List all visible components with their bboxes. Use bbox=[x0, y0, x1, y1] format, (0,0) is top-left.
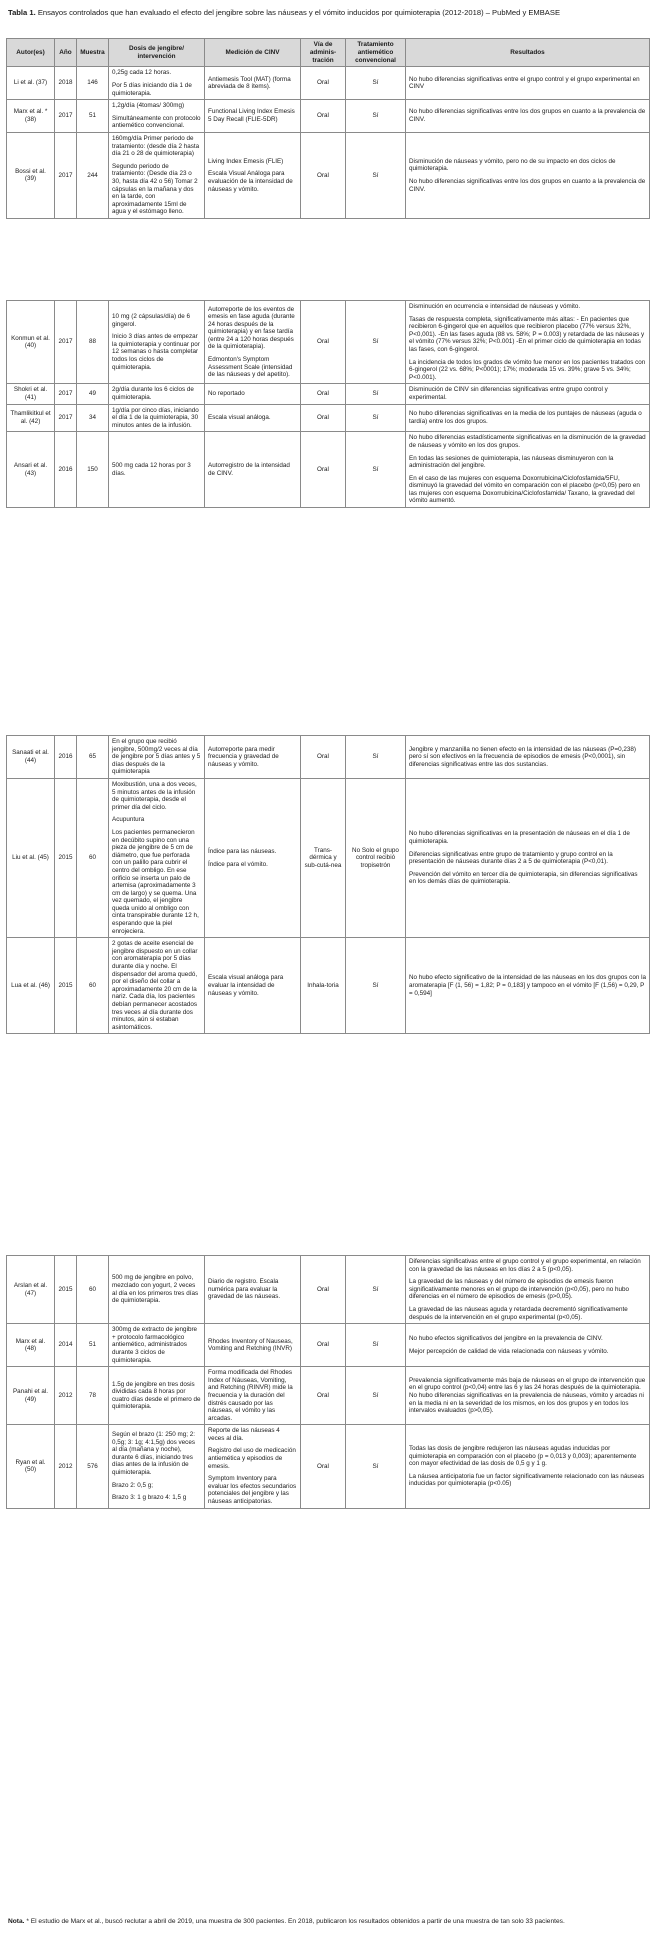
table-row bbox=[7, 1324, 650, 1367]
cell-year: 2017 bbox=[55, 384, 77, 404]
cell-year: 2016 bbox=[55, 736, 77, 779]
cell-author: Shokri et al. (41) bbox=[7, 384, 55, 404]
cell-paragraph: Disminución de náuseas y vómito, pero no de su impacto en dos ciclos de quimioterapia. bbox=[409, 157, 616, 173]
table-row bbox=[7, 384, 650, 404]
cell-paragraph: No hubo diferencias significativas entre el grupo control y el grupo experimental en CINV bbox=[409, 75, 640, 91]
cell-sample: 244 bbox=[77, 132, 109, 218]
cell-paragraph: Brazo 3: 1 g brazo 4: 1,5 g bbox=[112, 1494, 187, 1502]
table-row bbox=[7, 432, 650, 508]
cell-paragraph: Prevalencia significativamente más baja de náuseas en el grupo de intervención que en el grupo control (p<0,04) entre las 6 y las 24 horas después de la quimioterapia. No hubo diferencias significativas en la prevalencia de náuseas, vómito y arcadas ni en la media ni en la severidad de los mismos, en los dos grupos y en todos los intervalos evaluados (p>0,05). bbox=[409, 1376, 646, 1415]
cell-paragraph: Según el brazo (1: 250 mg; 2: 0,5g; 3: 1g; 4:1,5g) dos veces al día (mañana y noche), durante 6 días, iniciando tres días antes de la infusión de quimioterapia. bbox=[112, 1431, 195, 1477]
cell-paragraph: Mejor percepción de calidad de vida relacionada con náuseas y vómito. bbox=[409, 1347, 609, 1355]
cell-paragraph: Los pacientes permanecieron en decúbito supino con una pieza de jengibre de 5 cm de diámetro, que fue perforada con un palillo para cubrir el centro del ombligo. En ese orificio se inserta un palo de artemisa (aproximadamente 3 cm de largo) y se quema. Una vez quemado, el jengibre queda unido al ombligo con cinta transpirable durante 12 h, esperando que la piel enrojeciera. bbox=[112, 828, 199, 935]
cell-paragraph: Diferencias significativas entre el grupo control y el grupo experimental, en relación con la gravedad de las náuseas en los días 2 a 5 (p<0,05). bbox=[409, 1258, 641, 1273]
cell-paragraph: Rhodes Inventory of Nauseas, Vomiting and Retching (INVR) bbox=[208, 1337, 293, 1353]
cell-author: Bossi et al. (39) bbox=[7, 132, 55, 218]
table-row bbox=[7, 132, 650, 218]
column-header-measure: Medición de CINV bbox=[205, 39, 301, 67]
cell-paragraph: 0,25g cada 12 horas. bbox=[112, 69, 172, 77]
cell-results bbox=[406, 67, 650, 100]
cell-sample: 34 bbox=[77, 404, 109, 432]
cell-treatment: Sí bbox=[346, 132, 406, 218]
cell-paragraph: 500 mg cada 12 horas por 3 días. bbox=[112, 462, 191, 477]
cell-route: Inhala-toria bbox=[301, 938, 346, 1034]
cell-paragraph: Segundo periodo de tratamiento: (Desde día 23 o 30, hasta día 42 o 56) Tomar 2 cápsulas en la mañana y dos en la tarde, con aproximadamente 15ml de agua y el estómago lleno. bbox=[112, 162, 198, 216]
cell-treatment: Sí bbox=[346, 432, 406, 508]
cell-year: 2015 bbox=[55, 938, 77, 1034]
cell-route: Oral bbox=[301, 736, 346, 779]
table-row bbox=[7, 1256, 650, 1324]
cell-year: 2018 bbox=[55, 67, 77, 100]
cell-dose bbox=[109, 67, 205, 100]
cell-sample: 60 bbox=[77, 1256, 109, 1324]
cell-dose bbox=[109, 938, 205, 1034]
cell-paragraph: No reportado bbox=[208, 390, 245, 398]
cell-paragraph: 1g/día por cinco días, iniciando el día 1 de la quimioterapia, 30 minutos antes de la infusión. bbox=[112, 406, 199, 429]
cell-treatment: Sí bbox=[346, 1256, 406, 1324]
cell-treatment: Sí bbox=[346, 404, 406, 432]
cell-results bbox=[406, 132, 650, 218]
cell-treatment: No Solo el grupo control recibió tropisetrón bbox=[346, 778, 406, 937]
cell-sample: 51 bbox=[77, 100, 109, 133]
cell-route: Oral bbox=[301, 384, 346, 404]
cell-paragraph: Acupuntura bbox=[112, 816, 145, 824]
column-header-year: Año bbox=[55, 39, 77, 67]
cell-paragraph: Diferencias significativas entre grupo de tratamiento y grupo control en la presentación de náuseas durante días 2 a 5 de quimioterapia (P<0,01). bbox=[409, 850, 613, 866]
cell-paragraph: Prevención del vómito en tercer día de quimioterapia, sin diferencias significativas en los demás días de quimioterapia. bbox=[409, 870, 638, 886]
cell-sample: 49 bbox=[77, 384, 109, 404]
cell-paragraph: Registro del uso de medicación antiemética y episodios de emesis. bbox=[208, 1447, 296, 1470]
cell-sample: 65 bbox=[77, 736, 109, 779]
cell-treatment: Sí bbox=[346, 1324, 406, 1367]
cell-paragraph: La gravedad de las náuseas y del número de episodios de emesis fueron significativamente menores en el grupo de intervención (p<0,05), pero no hubo diferencias en el número de episodios de emesis (p>0,05). bbox=[409, 1278, 630, 1301]
cell-year: 2017 bbox=[55, 100, 77, 133]
cell-measure bbox=[205, 736, 301, 779]
table-header-row bbox=[7, 39, 650, 67]
cell-paragraph: Reporte de las náuseas 4 veces al día. bbox=[208, 1427, 280, 1442]
cell-paragraph: 10 mg (2 cápsulas/día) de 6 gingerol. bbox=[112, 313, 191, 328]
cell-paragraph: Escala Visual Análoga para evaluación de la intensidad de náuseas y vómito. bbox=[208, 170, 293, 193]
cell-year: 2015 bbox=[55, 778, 77, 937]
cell-sample: 60 bbox=[77, 938, 109, 1034]
cell-paragraph: Por 5 días iniciando día 1 de quimioterapia. bbox=[112, 81, 192, 97]
cell-results bbox=[406, 301, 650, 384]
table-note bbox=[8, 1918, 648, 1927]
cell-treatment: Sí bbox=[346, 1367, 406, 1425]
table-row bbox=[7, 67, 650, 100]
cell-year: 2012 bbox=[55, 1425, 77, 1508]
cell-measure bbox=[205, 384, 301, 404]
cell-paragraph: Antiemesis Tool (MAT) (forma abreviada de 8 ítems). bbox=[208, 75, 291, 91]
cell-author: Ryan et al. (50) bbox=[7, 1425, 55, 1508]
cell-paragraph: Moxibustión, una a dos veces, 5 minutos antes de la infusión de quimioterapia, desde el primer día del ciclo. bbox=[112, 780, 197, 811]
cell-year: 2016 bbox=[55, 432, 77, 508]
cell-paragraph: Jengibre y manzanilla no tienen efecto en la intensidad de las náuseas (P=0,238) pero sí son efectivos en la frecuencia de episodios de emesis (P<0,0001), sin diferencias significativas entre las dos sustancias. bbox=[409, 745, 637, 768]
cell-sample: 60 bbox=[77, 778, 109, 937]
results-table-block-1 bbox=[6, 38, 650, 219]
cell-dose bbox=[109, 404, 205, 432]
cell-results bbox=[406, 404, 650, 432]
caption-text: Ensayos controlados que han evaluado el efecto del jengibre sobre las náuseas y el vómito inducidos por quimioterapia (2012-2018) – PubMed y EMBASE bbox=[35, 8, 561, 17]
cell-paragraph: Disminución de CINV sin diferencias significativas entre grupo control y experimental. bbox=[409, 386, 608, 401]
cell-sample: 88 bbox=[77, 301, 109, 384]
cell-paragraph: En el grupo que recibió jengibre, 500mg/2 veces al día de jengibre por 5 días antes y 5 días después de la quimioterapia bbox=[112, 738, 201, 776]
note-text: * El estudio de Marx et al., buscó reclutar a abril de 2019, una muestra de 300 pacientes. En 2018, publicaron los resultados obtenidos a partir de una muestra de tan solo 33 pacientes. bbox=[24, 1918, 565, 1925]
cell-measure bbox=[205, 1256, 301, 1324]
cell-results bbox=[406, 1324, 650, 1367]
column-header-author: Autor(es) bbox=[7, 39, 55, 67]
results-table-block-2 bbox=[6, 300, 650, 508]
cell-paragraph: Symptom Inventory para evaluar los efectos secundarios potenciales del jengibre y las náuseas anticipatorias. bbox=[208, 1475, 297, 1506]
cell-results bbox=[406, 100, 650, 133]
cell-paragraph: 160mg/día Primer periodo de tratamiento: (desde día 2 hasta día 21 o 28 de quimioterapia) bbox=[112, 134, 200, 158]
cell-author: Sanaati et al. (44) bbox=[7, 736, 55, 779]
cell-route: Oral bbox=[301, 67, 346, 100]
caption-label: Tabla 1. bbox=[8, 8, 36, 17]
column-header-treatment: Tratamiento antiemético convencional bbox=[346, 39, 406, 67]
cell-paragraph: 1,2g/día (4tomas/ 300mg) bbox=[112, 102, 185, 110]
cell-paragraph: Autorreporte para medir frecuencia y gravedad de náuseas y vómito. bbox=[208, 745, 279, 768]
cell-paragraph: Índice para las náuseas. bbox=[208, 848, 277, 856]
cell-year: 2017 bbox=[55, 404, 77, 432]
cell-results bbox=[406, 1425, 650, 1508]
cell-measure bbox=[205, 67, 301, 100]
cell-author: Li et al. (37) bbox=[7, 67, 55, 100]
cell-paragraph: No hubo efecto significativo de la intensidad de las náuseas en los dos grupos con la aromaterapia [F (1, 56) = 1,82; P = 0,183] y tampoco en el vómito [F (1,56) = 0,29, P = 0,594] bbox=[409, 974, 646, 997]
cell-paragraph: No hubo diferencias significativas entre los dos grupos en cuanto a la prevalencia de CINV. bbox=[409, 108, 646, 124]
cell-paragraph: Functional Living Index Emesis 5 Day Recall (FLIE-5DR) bbox=[208, 108, 295, 124]
cell-paragraph: Autorreporte de los eventos de emesis en fase aguda (durante 24 horas después de la quimioterapia) y en fase tardía (entre 24 a 120 horas después de la quimioterapia). bbox=[208, 305, 295, 351]
cell-paragraph: Escala visual análoga. bbox=[208, 414, 271, 422]
column-header-dose: Dosis de jengibre/ intervención bbox=[109, 39, 205, 67]
table-row bbox=[7, 301, 650, 384]
cell-paragraph: No hubo diferencias estadísticamente significativas en la disminución de la gravedad de náuseas y vómito en los dos grupos. bbox=[409, 434, 646, 449]
cell-paragraph: Forma modificada del Rhodes Index of Náuseas, Vomiting, and Retching (RINVR) mide la frecuencia y la duración del distrés causado por las náuseas, el vómito y las arcadas. bbox=[208, 1369, 293, 1422]
cell-measure bbox=[205, 132, 301, 218]
cell-year: 2014 bbox=[55, 1324, 77, 1367]
results-table-block-4 bbox=[6, 1255, 650, 1509]
cell-measure bbox=[205, 301, 301, 384]
cell-measure bbox=[205, 938, 301, 1034]
cell-author: Konmun et al. (40) bbox=[7, 301, 55, 384]
cell-treatment: Sí bbox=[346, 301, 406, 384]
cell-paragraph: No hubo diferencias significativas en la media de los puntajes de náuseas (aguda o tardía) entre los dos grupos. bbox=[409, 410, 642, 425]
cell-dose bbox=[109, 1324, 205, 1367]
cell-dose bbox=[109, 301, 205, 384]
column-header-results: Resultados bbox=[406, 39, 650, 67]
cell-sample: 51 bbox=[77, 1324, 109, 1367]
cell-paragraph: Índice para el vómito. bbox=[208, 860, 268, 868]
cell-dose bbox=[109, 384, 205, 404]
cell-dose bbox=[109, 432, 205, 508]
cell-route: Oral bbox=[301, 1324, 346, 1367]
cell-treatment: Sí bbox=[346, 938, 406, 1034]
cell-route: Oral bbox=[301, 301, 346, 384]
cell-dose bbox=[109, 132, 205, 218]
cell-author: Lua et al. (46) bbox=[7, 938, 55, 1034]
cell-year: 2017 bbox=[55, 132, 77, 218]
cell-sample: 146 bbox=[77, 67, 109, 100]
cell-dose bbox=[109, 778, 205, 937]
cell-measure bbox=[205, 100, 301, 133]
cell-dose bbox=[109, 100, 205, 133]
cell-paragraph: 1.5g de jengibre en tres dosis divididas cada 8 horas por cuatro días desde el primero de quimioterapia. bbox=[112, 1380, 201, 1411]
cell-author: Marx et al. *(38) bbox=[7, 100, 55, 133]
cell-paragraph: En el caso de las mujeres con esquema Doxorrubicina/Ciclofosfamida/5FU, disminuyó la gravedad del vómito en comparación con el placebo (p<0,05) pero en las mujeres con esquema Doxorrubicina/Ciclofosfamida/ Taxano, la gravedad del vómito aumentó. bbox=[409, 474, 640, 505]
results-table-block-3 bbox=[6, 735, 650, 1034]
cell-author: Ansari et al. (43) bbox=[7, 432, 55, 508]
cell-year: 2012 bbox=[55, 1367, 77, 1425]
cell-author: Arslan et al. (47) bbox=[7, 1256, 55, 1324]
cell-measure bbox=[205, 404, 301, 432]
cell-paragraph: Diario de registro. Escala numérica para evaluar la gravedad de las náuseas. bbox=[208, 1278, 281, 1301]
cell-author: Thamlikitkul et al. (42) bbox=[7, 404, 55, 432]
cell-paragraph: No hubo diferencias significativas en la presentación de náuseas en el día 1 de quimioterapia. bbox=[409, 830, 630, 845]
cell-treatment: Sí bbox=[346, 1425, 406, 1508]
cell-route: Oral bbox=[301, 100, 346, 133]
table-row bbox=[7, 938, 650, 1034]
cell-sample: 78 bbox=[77, 1367, 109, 1425]
cell-route: Oral bbox=[301, 1256, 346, 1324]
cell-paragraph: Simultáneamente con protocolo antiemético convencional. bbox=[112, 114, 201, 130]
cell-measure bbox=[205, 1425, 301, 1508]
cell-paragraph: 2 gotas de aceite esencial de jengibre dispuesto en un collar con aromaterapia por 5 días durante día y noche. El dispensador del aroma quedó, por el diseño del collar a aproximadamente 20 cm de la nariz. Cada día, los pacientes debían permanecer acostados tres veces al día durante dos minutos, aún si estaban asintomáticos. bbox=[112, 940, 198, 1031]
cell-treatment: Sí bbox=[346, 67, 406, 100]
cell-paragraph: No hubo efectos significativos del jengibre en la prevalencia de CINV. bbox=[409, 1335, 603, 1343]
cell-year: 2015 bbox=[55, 1256, 77, 1324]
table-row bbox=[7, 404, 650, 432]
cell-year: 2017 bbox=[55, 301, 77, 384]
cell-paragraph: Disminución en ocurrencia e intensidad de náuseas y vómito. bbox=[409, 303, 581, 310]
cell-results bbox=[406, 1367, 650, 1425]
cell-paragraph: Autorregistro de la intensidad de CINV. bbox=[208, 462, 290, 477]
table-row bbox=[7, 1367, 650, 1425]
cell-paragraph: 500 mg de jengibre en polvo, mezclado con yogurt, 2 veces al día en los primeros tres días de quimioterapia. bbox=[112, 1274, 199, 1305]
cell-dose bbox=[109, 1367, 205, 1425]
cell-paragraph: 300mg de extracto de jengibre + protocolo farmacológico antiemético, administrados durante 3 ciclos de quimioterapia. bbox=[112, 1326, 198, 1364]
cell-dose bbox=[109, 1425, 205, 1508]
cell-paragraph: Todas las dosis de jengibre redujeron las náuseas agudas inducidas por quimioterapia en comparación con el placebo (p = 0,013 y 0,003); aparentemente con mayor efectividad de las dosis de 0,5 g y 1 g. bbox=[409, 1444, 637, 1468]
note-label: Nota. bbox=[8, 1918, 25, 1925]
cell-treatment: Sí bbox=[346, 100, 406, 133]
cell-author: Marx et al. (48) bbox=[7, 1324, 55, 1367]
cell-measure bbox=[205, 1324, 301, 1367]
table-row bbox=[7, 778, 650, 937]
cell-author: Panahi et al. (49) bbox=[7, 1367, 55, 1425]
column-header-route: Vía de adminis-tración bbox=[301, 39, 346, 67]
table-row bbox=[7, 100, 650, 133]
table-row bbox=[7, 1425, 650, 1508]
cell-results bbox=[406, 1256, 650, 1324]
cell-paragraph: 2g/día durante los 6 ciclos de quimioterapia. bbox=[112, 386, 194, 401]
cell-paragraph: Inicio 3 días antes de empezar la quimioterapia y continuar por 12 semanas o hasta completar todos los ciclos de quimioterapia. bbox=[112, 333, 200, 371]
cell-paragraph: La incidencia de todos los grados de vómito fue menor en los pacientes tratados con 6-gingerol (22 vs. 68%; P<0001); 17%; moderada 15 vs. 39%; grave 5 vs. 34%; P<0.001). bbox=[409, 358, 646, 381]
cell-treatment: Sí bbox=[346, 384, 406, 404]
cell-paragraph: Escala visual análoga para evaluar la intensidad de náuseas y vómito. bbox=[208, 974, 284, 997]
cell-paragraph: La náusea anticipatoria fue un factor significativamente relacionado con las náuseas inducidas por quimioterapia (p<0.05) bbox=[409, 1472, 645, 1488]
cell-paragraph: No hubo diferencias significativas entre los dos grupos en cuanto a la prevalencia de CINV. bbox=[409, 177, 646, 193]
cell-treatment: Sí bbox=[346, 736, 406, 779]
cell-route: Oral bbox=[301, 1425, 346, 1508]
column-header-sample: Muestra bbox=[77, 39, 109, 67]
cell-results bbox=[406, 778, 650, 937]
cell-results bbox=[406, 432, 650, 508]
cell-paragraph: En todas las sesiones de quimioterapia, las náuseas disminuyeron con la administración del jengibre. bbox=[409, 454, 614, 470]
cell-paragraph: Tasas de respuesta completa, significativamente más altas: - En pacientes que recibieron 6-gingerol que en aquellos que recibieron placebo (77% versus 32%, P<0,001). -En las fases aguda (88 vs. 58%; P = 0.003) y retardada de las náuseas y el vómito (77% versus 32%; P<0.001) -En el primer ciclo de quimioterapia en todas las fases, con 6-gingerol. bbox=[409, 315, 645, 353]
cell-author: Liu et al. (45) bbox=[7, 778, 55, 937]
cell-route: Oral bbox=[301, 132, 346, 218]
cell-route: Oral bbox=[301, 1367, 346, 1425]
cell-measure bbox=[205, 778, 301, 937]
table-caption bbox=[8, 8, 648, 18]
cell-paragraph: Living Index Emesis (FLIE) bbox=[208, 157, 284, 165]
cell-measure bbox=[205, 1367, 301, 1425]
cell-measure bbox=[205, 432, 301, 508]
table-row bbox=[7, 736, 650, 779]
cell-results bbox=[406, 384, 650, 404]
cell-route: Oral bbox=[301, 432, 346, 508]
cell-paragraph: Edmonton's Symptom Assessment Scale (intensidad de las náuseas y del apetito). bbox=[208, 356, 293, 379]
cell-sample: 150 bbox=[77, 432, 109, 508]
cell-results bbox=[406, 736, 650, 779]
cell-route: Trans-dérmica y sub-cutá-nea bbox=[301, 778, 346, 937]
cell-results bbox=[406, 938, 650, 1034]
cell-paragraph: Brazo 2: 0,5 g; bbox=[112, 1481, 153, 1489]
cell-dose bbox=[109, 1256, 205, 1324]
cell-dose bbox=[109, 736, 205, 779]
cell-paragraph: La gravedad de las náuseas aguda y retardada decrementó significativamente después de la intervención en el grupo experimental (p<0,05). bbox=[409, 1305, 628, 1321]
cell-sample: 576 bbox=[77, 1425, 109, 1508]
cell-route: Oral bbox=[301, 404, 346, 432]
